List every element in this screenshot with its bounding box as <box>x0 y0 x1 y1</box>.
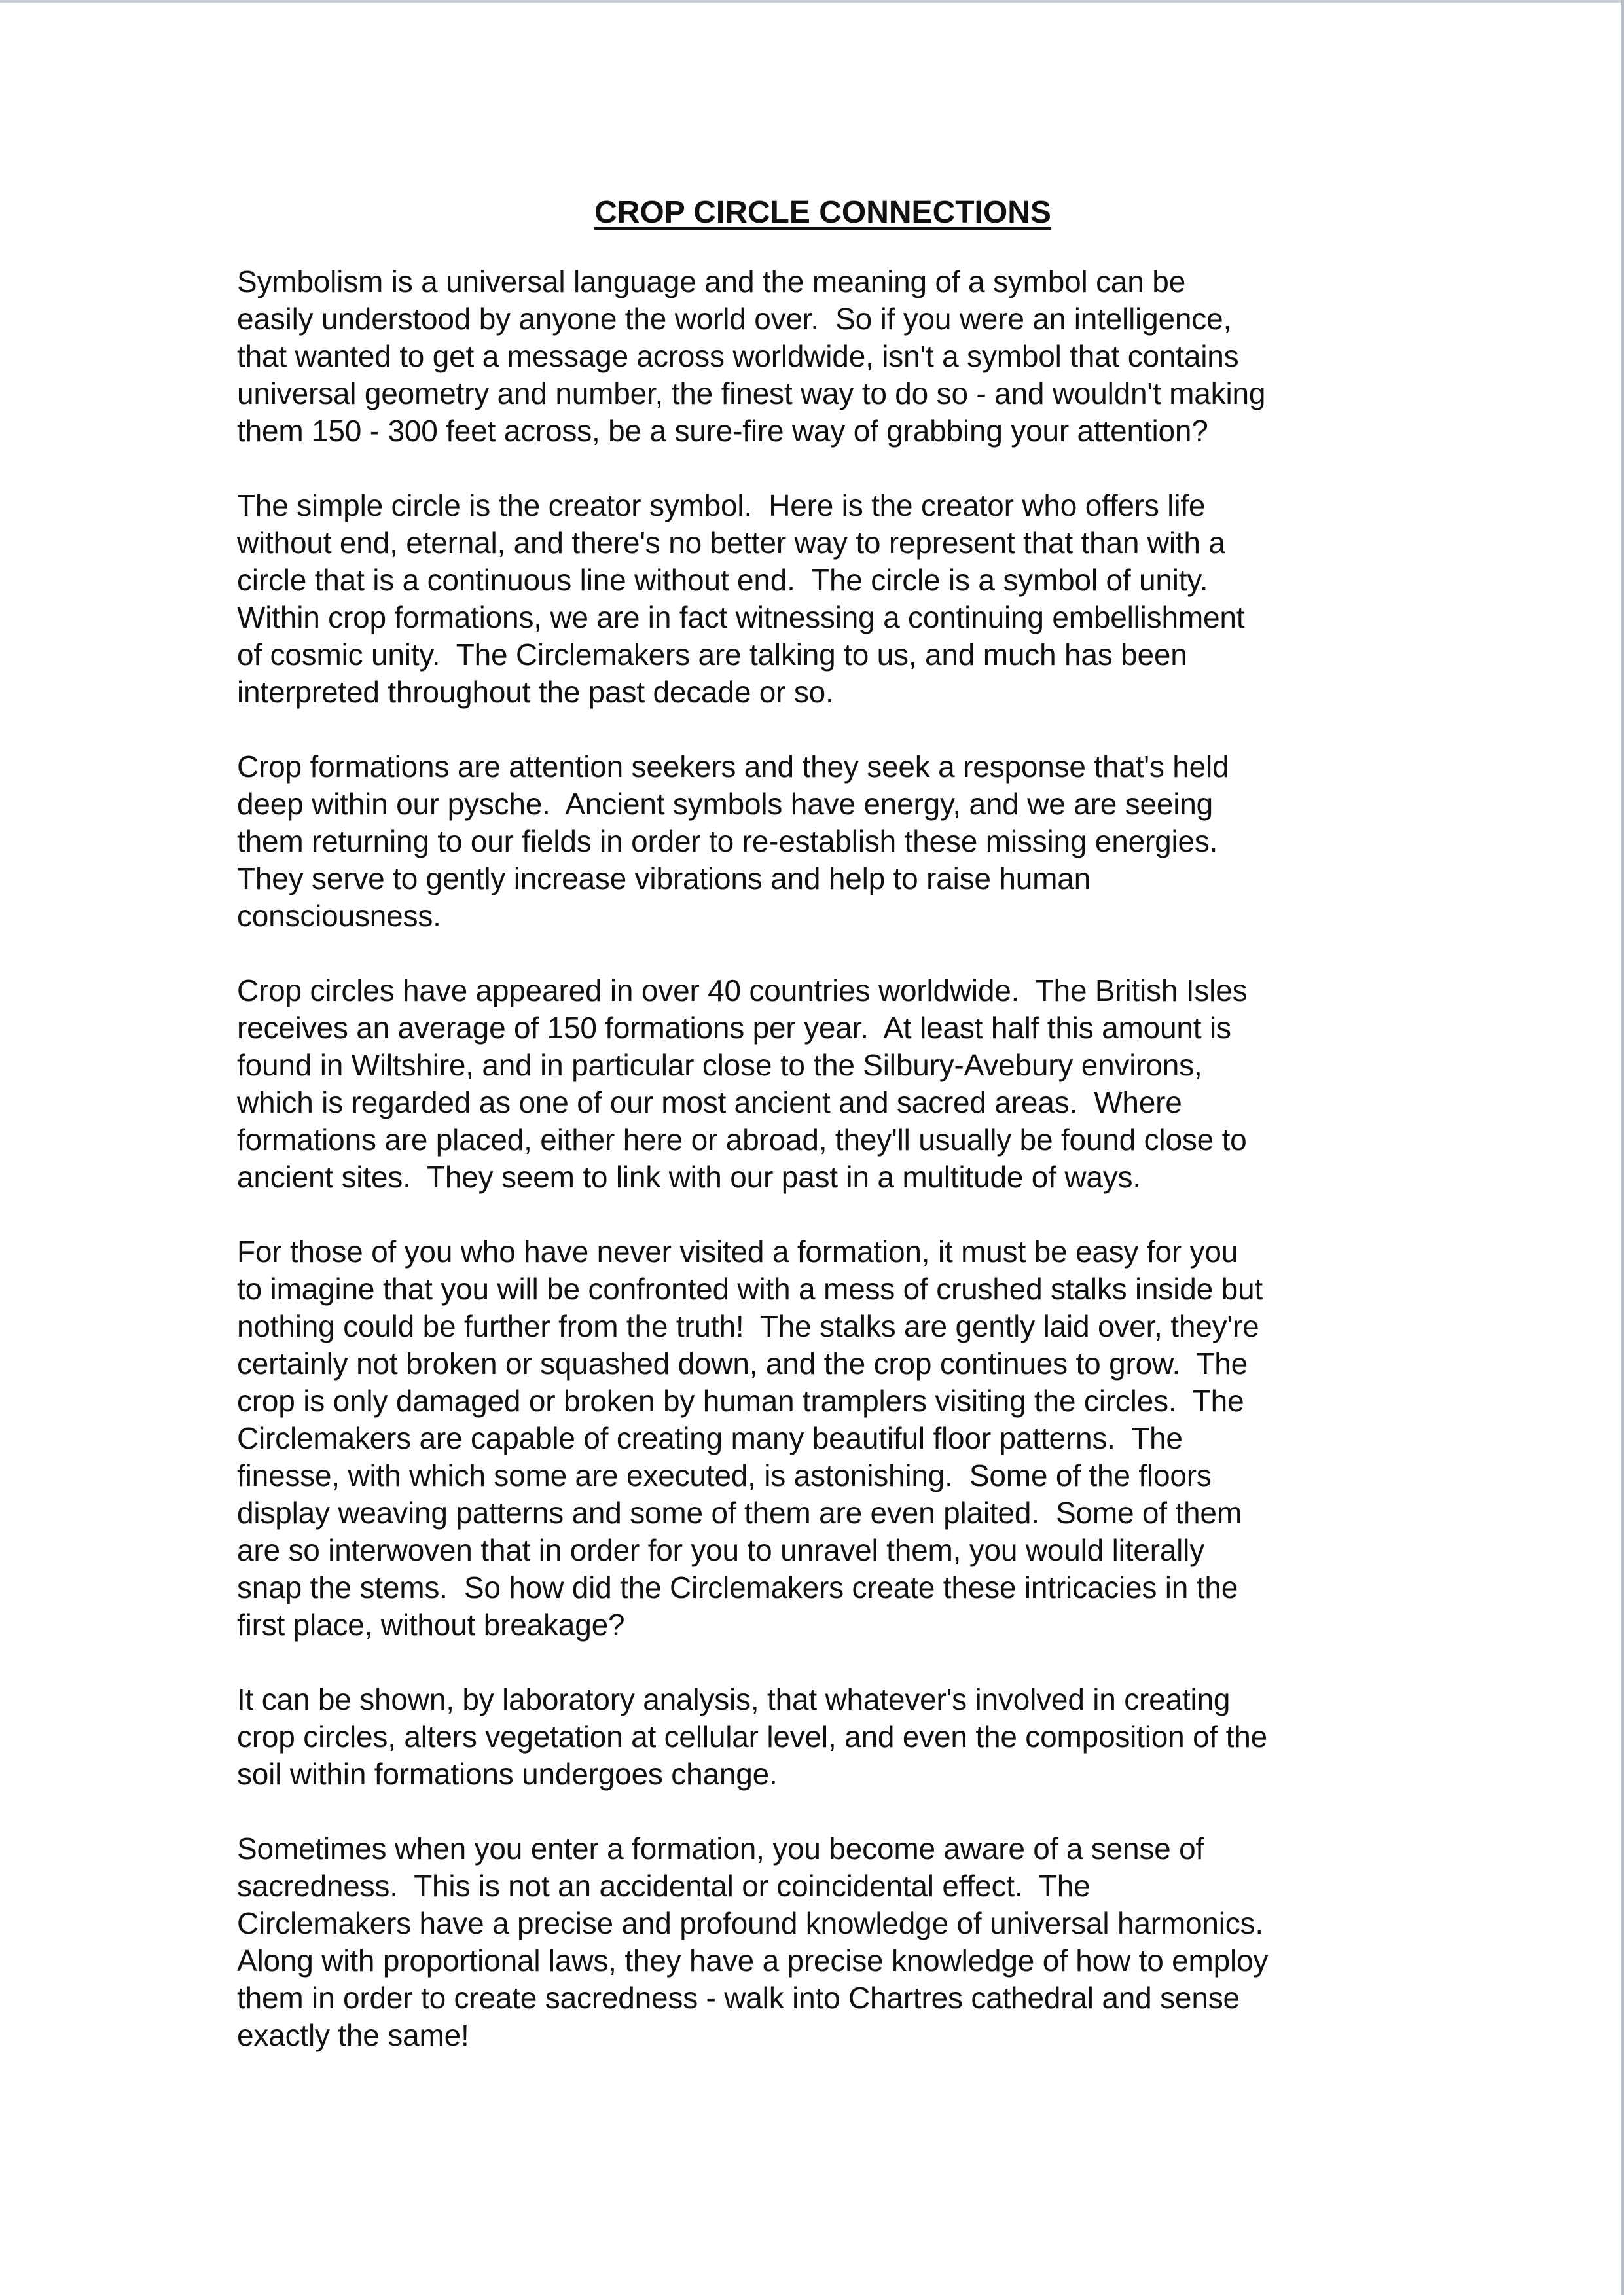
text-line: Crop circles have appeared in over 40 countries worldwide. The British Isles <box>237 973 1248 1007</box>
text-line: They serve to gently increase vibrations and help to raise human <box>237 861 1091 895</box>
text-line: them in order to create sacredness - walk into Chartres cathedral and sense <box>237 1981 1240 2015</box>
document-page <box>237 194 1389 2091</box>
paragraph-symbolism <box>237 263 1389 450</box>
text-line: Crop formations are attention seekers and they seek a response that's held <box>237 750 1229 784</box>
paragraph-laboratory-analysis <box>237 1681 1389 1793</box>
text-line: circle that is a continuous line without end. The circle is a symbol of unity. <box>237 563 1208 597</box>
text-line: finesse, with which some are executed, is astonishing. Some of the floors <box>237 1458 1212 1492</box>
text-line: receives an average of 150 formations per year. At least half this amount is <box>237 1011 1231 1045</box>
text-line: found in Wiltshire, and in particular close to the Silbury-Avebury environs, <box>237 1048 1202 1082</box>
text-line: Circlemakers have a precise and profound knowledge of universal harmonics. <box>237 1906 1263 1940</box>
paragraph-visiting-formation <box>237 1233 1389 1644</box>
text-line: crop is only damaged or broken by human tramplers visiting the circles. The <box>237 1384 1244 1418</box>
paragraph-worldwide <box>237 972 1389 1196</box>
document-title <box>237 194 1389 232</box>
text-line: universal geometry and number, the finest way to do so - and wouldn't making <box>237 376 1266 410</box>
text-line: Sometimes when you enter a formation, you become aware of a sense of <box>237 1832 1204 1866</box>
text-line: of cosmic unity. The Circlemakers are talking to us, and much has been <box>237 638 1187 672</box>
text-line: Symbolism is a universal language and the meaning of a symbol can be <box>237 264 1186 298</box>
text-line: display weaving patterns and some of them are even plaited. Some of them <box>237 1496 1242 1530</box>
text-line: deep within our pysche. Ancient symbols have energy, and we are seeing <box>237 787 1214 821</box>
text-line: formations are placed, either here or abroad, they'll usually be found close to <box>237 1123 1247 1157</box>
text-line: Within crop formations, we are in fact witnessing a continuing embellishment <box>237 600 1245 634</box>
text-line: Along with proportional laws, they have a precise knowledge of how to employ <box>237 1943 1269 1978</box>
text-line: Circlemakers are capable of creating many beautiful floor patterns. The <box>237 1421 1183 1455</box>
paragraph-sacredness <box>237 1830 1389 2054</box>
text-line: interpreted throughout the past decade or so. <box>237 675 834 709</box>
text-line: It can be shown, by laboratory analysis, that whatever's involved in creating <box>237 1682 1231 1716</box>
paragraph-simple-circle <box>237 487 1389 711</box>
text-line: are so interwoven that in order for you to unravel them, you would literally <box>237 1533 1205 1567</box>
text-line: The simple circle is the creator symbol. Here is the creator who offers life <box>237 488 1206 522</box>
text-line: first place, without breakage? <box>237 1608 625 1642</box>
text-line: snap the stems. So how did the Circlemakers create these intricacies in the <box>237 1570 1238 1604</box>
text-line: nothing could be further from the truth! The stalks are gently laid over, they're <box>237 1309 1259 1343</box>
text-line: ancient sites. They seem to link with our past in a multitude of ways. <box>237 1160 1141 1194</box>
text-line: soil within formations undergoes change. <box>237 1757 778 1791</box>
paragraph-attention-seekers <box>237 748 1389 935</box>
text-line: which is regarded as one of our most ancient and sacred areas. Where <box>237 1085 1182 1119</box>
document-title-text: CROP CIRCLE CONNECTIONS <box>594 195 1051 230</box>
scan-border-top <box>0 0 1624 3</box>
text-line: consciousness. <box>237 899 441 933</box>
text-line: crop circles, alters vegetation at cellular level, and even the composition of the <box>237 1720 1268 1754</box>
text-line: easily understood by anyone the world over. So if you were an intelligence, <box>237 302 1232 336</box>
text-line: them returning to our fields in order to re-establish these missing energies. <box>237 824 1218 858</box>
text-line: exactly the same! <box>237 2018 469 2052</box>
text-line: sacredness. This is not an accidental or coincidental effect. The <box>237 1869 1091 1903</box>
text-line: without end, eternal, and there's no better way to represent that than with a <box>237 526 1225 560</box>
text-line: them 150 - 300 feet across, be a sure-fire way of grabbing your attention? <box>237 414 1208 448</box>
scan-border-right <box>1621 0 1624 2295</box>
text-line: that wanted to get a message across worldwide, isn't a symbol that contains <box>237 339 1239 373</box>
text-line: For those of you who have never visited a formation, it must be easy for you <box>237 1235 1238 1269</box>
text-line: certainly not broken or squashed down, and the crop continues to grow. The <box>237 1346 1248 1381</box>
text-line: to imagine that you will be confronted with a mess of crushed stalks inside but <box>237 1272 1263 1306</box>
